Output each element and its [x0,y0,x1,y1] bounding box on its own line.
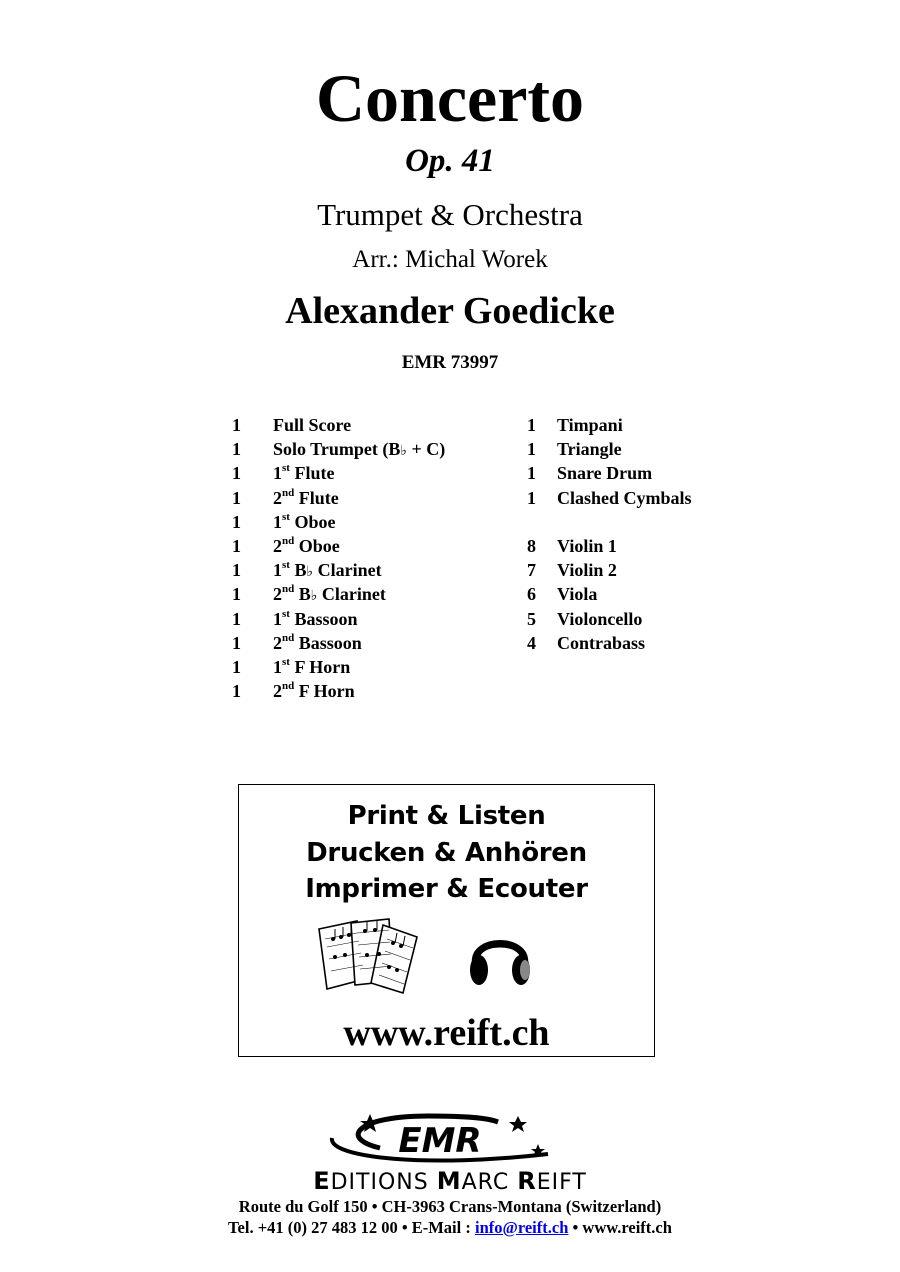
part-row [232,679,512,703]
part-quantity: 1 [232,511,241,532]
parts-list-left [232,413,512,703]
contact-line [0,1217,900,1239]
publisher-name [0,1166,900,1198]
print-listen-box [238,784,655,1057]
part-label-suffix: + C) [406,439,446,460]
part-name [273,582,386,608]
part-name [557,534,617,558]
part-label: Flute [294,487,339,508]
part-ordinal-suffix: st [282,559,290,572]
part-row [232,534,512,558]
part-label-suffix: Clarinet [313,560,382,581]
part-quantity: 8 [527,535,536,556]
part-ordinal: 2 [273,535,282,556]
part-quantity: 5 [527,608,536,629]
part-ordinal-suffix: st [282,510,290,523]
flat-sign: ♭ [400,443,407,460]
part-label: Bassoon [294,632,362,653]
part-label: Timpani [557,415,623,435]
part-row [527,413,787,437]
part-row [527,486,787,510]
part-ordinal: 1 [273,656,282,677]
part-name [273,461,334,485]
part-label: Violin 2 [557,560,617,581]
arranger: Arr.: Michal Worek [352,246,548,273]
part-name [273,655,350,679]
publisher-name-part: DITIONS [330,1170,437,1195]
title: Concerto [315,60,585,136]
part-quantity: 1 [527,463,536,484]
part-label: Violin 1 [557,535,617,556]
part-ordinal-suffix: nd [282,534,295,547]
part-quantity: 1 [232,560,241,581]
part-quantity: 7 [527,560,536,581]
part-row [527,607,787,631]
part-ordinal: 1 [273,511,282,532]
part-ordinal-suffix: st [282,607,290,620]
email-link[interactable]: info@reift.ch [474,1218,569,1237]
part-ordinal-suffix: nd [282,631,295,644]
part-name [557,558,617,582]
part-ordinal: 2 [273,584,282,605]
part-quantity: 1 [232,656,241,677]
part-label: F Horn [294,681,355,702]
headphones-icon [465,920,535,992]
part-row [232,413,512,437]
part-row [232,461,512,485]
part-row [232,582,512,606]
part-quantity: 4 [527,632,536,653]
part-name [273,558,382,584]
part-quantity: 1 [527,415,536,435]
part-row [232,510,512,534]
part-ordinal: 1 [273,560,282,581]
part-label: Violoncello [557,608,643,629]
part-row [232,655,512,679]
opus-number: Op. 41 [405,143,495,179]
part-label: Contrabass [557,632,646,653]
publisher-name-part: EIFT [536,1170,587,1195]
flat-sign: ♭ [306,564,314,581]
part-name [557,631,645,655]
part-quantity: 1 [232,487,241,508]
part-quantity: 6 [527,584,536,605]
part-ordinal-suffix: nd [282,583,295,596]
part-ordinal-suffix: nd [282,486,295,499]
part-label-suffix: Clarinet [317,584,386,605]
part-row [232,558,512,582]
part-row [232,486,512,510]
part-label: Viola [557,584,598,605]
part-label: Solo Trumpet (B [273,439,401,460]
part-row [527,582,787,606]
contact-suffix: • www.reift.ch [568,1218,672,1237]
part-quantity: 1 [232,463,241,484]
part-ordinal: 2 [273,681,282,702]
part-row [527,534,787,558]
part-row [232,437,512,461]
publisher-name-part: E [313,1167,331,1195]
part-quantity: 1 [232,584,241,605]
part-row [527,631,787,655]
part-name [273,607,357,631]
part-row [232,631,512,655]
part-name [557,582,597,606]
part-row [232,607,512,631]
part-name [557,413,623,437]
catalog-number: EMR 73997 [401,352,499,373]
promo-line-german: Drucken & Anhören [306,838,587,868]
sheet-music-icon [313,915,423,995]
part-quantity: 1 [232,535,241,556]
part-name [557,486,692,510]
flat-sign: ♭ [310,588,318,605]
parts-gap [527,510,787,534]
part-label: Triangle [557,439,622,460]
part-row [527,461,787,485]
part-label: Oboe [289,511,336,532]
part-quantity: 1 [232,681,241,702]
promo-url[interactable]: www.reift.ch [343,1012,550,1054]
part-name [273,631,362,655]
part-ordinal: 1 [273,608,282,629]
part-quantity: 1 [527,487,536,508]
part-label: B [289,560,307,581]
part-quantity: 1 [232,632,241,653]
contact-prefix: Tel. +41 (0) 27 483 12 00 • E-Mail : [228,1218,475,1237]
part-label: Flute [289,463,335,484]
composer: Alexander Goedicke [285,290,615,332]
part-ordinal: 2 [273,487,282,508]
part-name [273,437,445,463]
part-label: B [294,584,311,605]
part-ordinal: 1 [273,463,282,484]
instrumentation: Trumpet & Orchestra [317,197,583,232]
publisher-name-part: R [517,1167,537,1195]
part-label: F Horn [289,656,351,677]
part-ordinal-suffix: st [282,462,290,475]
part-name [557,437,622,461]
part-label: Bassoon [289,608,358,629]
promo-line-french: Imprimer & Ecouter [305,874,588,904]
part-label: Snare Drum [557,463,653,484]
emr-logo-icon [318,1108,563,1168]
part-quantity: 1 [232,439,241,460]
part-ordinal-suffix: nd [282,680,295,693]
part-name [557,607,642,631]
part-quantity: 1 [232,415,241,435]
part-name [273,413,351,437]
part-row [527,558,787,582]
logo-mark-text: EMR [398,1121,482,1161]
part-name [273,534,340,558]
part-label: Oboe [294,535,340,556]
part-name [273,486,339,510]
part-quantity: 1 [232,608,241,629]
address-line: Route du Golf 150 • CH-3963 Crans-Montana (Switzerland) [238,1197,662,1216]
part-label: Full Score [273,415,352,435]
part-name [273,510,335,534]
part-quantity: 1 [527,439,536,460]
part-ordinal: 2 [273,632,282,653]
publisher-name-part: ARC [461,1170,518,1195]
parts-list-right [527,413,787,655]
promo-line-english: Print & Listen [347,801,546,831]
part-name [273,679,355,703]
publisher-name-part: M [436,1167,462,1195]
part-ordinal-suffix: st [282,655,290,668]
part-name [557,461,652,485]
part-row [527,437,787,461]
part-label: Clashed Cymbals [557,487,692,508]
